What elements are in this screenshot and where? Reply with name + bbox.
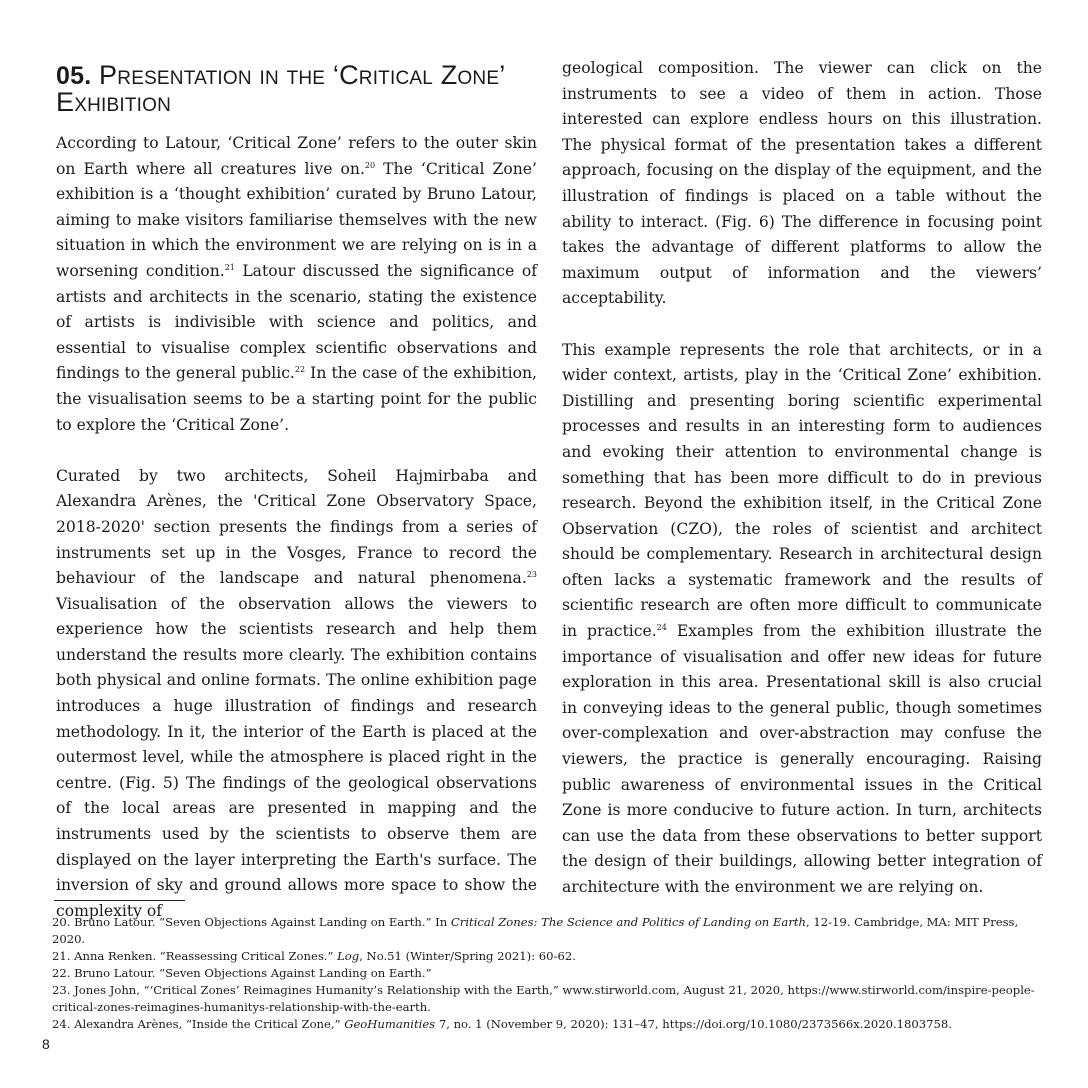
left-column [56,56,537,924]
section-title: Presentation in the ‘Critical Zone’ Exhibition [56,60,505,117]
footnote-ref: 20 [364,160,376,170]
footnote-ref: 22 [294,365,306,375]
footnote-divider [54,900,185,901]
italic-title: Log [337,949,360,963]
footnote: 24. Alexandra Arènes, “Inside the Critical Zone,” GeoHumanities 7, no. 1 (November 9, 2020): 131–47, https://doi.org/10.1080/2373566x.2020.1803758. [52,1017,952,1031]
body-paragraph: According to Latour, ‘Critical Zone’ refers to the outer skin on Earth where all creatures live on.$^{20}$ The ‘Critical Zone’ exhibition is a ‘thought exhibition’ curated by Bruno Latour, aiming to make visitors familiarise themselves with the new situation in which the environment we are relying on is in a worsening condition.$^{21}$ Latour discussed the significance of artists and architects in the scenario, stating the existence of artists is indivisible with science and politics, and essential to visualise complex scientific observations and findings to the general public.$^{22}$ In the case of the exhibition, the visualisation seems to be a starting point for the public to explore the ‘Critical Zone’. [56,134,537,434]
footnotes [52,914,1042,1033]
body-paragraph: geological composition. The viewer can click on the instruments to see a video of them in action. Those interested can explore endless hours on this illustration. The physical format of the presentation takes a different approach, focusing on the display of the equipment, and the illustration of findings is placed on a table without the ability to interact. (Fig. 6) The difference in focusing point takes the advantage of different platforms to allow the maximum output of information and the viewers’ acceptability. [562,59,1042,308]
footnote-ref: 21 [224,262,235,272]
body-paragraph: This example represents the role that architects, or in a wider context, artists, play in the ‘Critical Zone’ exhibition. Distilling and presenting boring scientific experimental processes and results in an interesting form to audiences and evoking their attention to environmental change is something that has been more difficult to do in previous research. Beyond the exhibition itself, in the Critical Zone Observation (CZO), the roles of scientist and architect should be complementary. Research in architectural design often lacks a systematic framework and the results of scientific research are often more difficult to communicate in practice.$^{24}$ Examples from the exhibition illustrate the importance of visualisation and offer new ideas for future exploration in this area. Presentational skill is also crucial in conveying ideas to the general public, though sometimes over-complexation and over-abstraction may confuse the viewers, the practice is generally encouraging. Raising public awareness of environmental issues in the Critical Zone is more conducive to future action. In turn, architects can use the data from these observations to better support the design of their buildings, allowing better integration of architecture with the environment we are relying on. [562,340,1042,896]
page-number: 8 [42,1036,50,1052]
footnote: 20. Bruno Latour. “Seven Objections Against Landing on Earth.” In Critical Zones: The Science and Politics of Landing on Earth, 12-19. Cambridge, MA: MIT Press, 2020. [52,915,1019,946]
footnote-ref: 24 [656,623,667,633]
footnote: 22. Bruno Latour. “Seven Objections Against Landing on Earth.” [52,966,432,980]
right-column [562,56,1042,901]
section-heading [56,62,537,116]
body-paragraph: Curated by two architects, Soheil Hajmirbaba and Alexandra Arènes, the 'Critical Zone Observatory Space, 2018-2020' section presents the findings from a series of instruments set up in the Vosges, France to record the behaviour of the landscape and natural phenomena.$^{23}$ Visualisation of the observation allows the viewers to experience how the scientists research and help them understand the results more clearly. The exhibition contains both physical and online formats. The online exhibition page introduces a huge illustration of findings and research methodology. In it, the interior of the Earth is placed at the outermost level, while the atmosphere is placed right in the centre. (Fig. 5) The findings of the geological observations of the local areas are presented in mapping and the instruments used by the scientists to observe them are displayed on the layer interpreting the Earth's surface. The inversion of sky and ground allows more space to show the complexity of [56,466,537,920]
italic-title: Critical Zones: The Science and Politics of Landing on Earth [450,915,806,929]
footnote-ref: 23 [526,570,537,580]
footnote: 21. Anna Renken. “Reassessing Critical Zones.” Log, No.51 (Winter/Spring 2021): 60-62. [52,949,576,963]
italic-title: GeoHumanities [344,1017,436,1031]
section-number: 05. [56,62,92,90]
footnote: 23. Jones John, “‘Critical Zones’ Reimagines Humanity’s Relationship with the Earth,” www.stirworld.com, August 21, 2020, https://www.stirworld.com/inspire-people-critical-zones-reimagines-humanitys-relationship-with-the-earth. [52,983,1035,1014]
